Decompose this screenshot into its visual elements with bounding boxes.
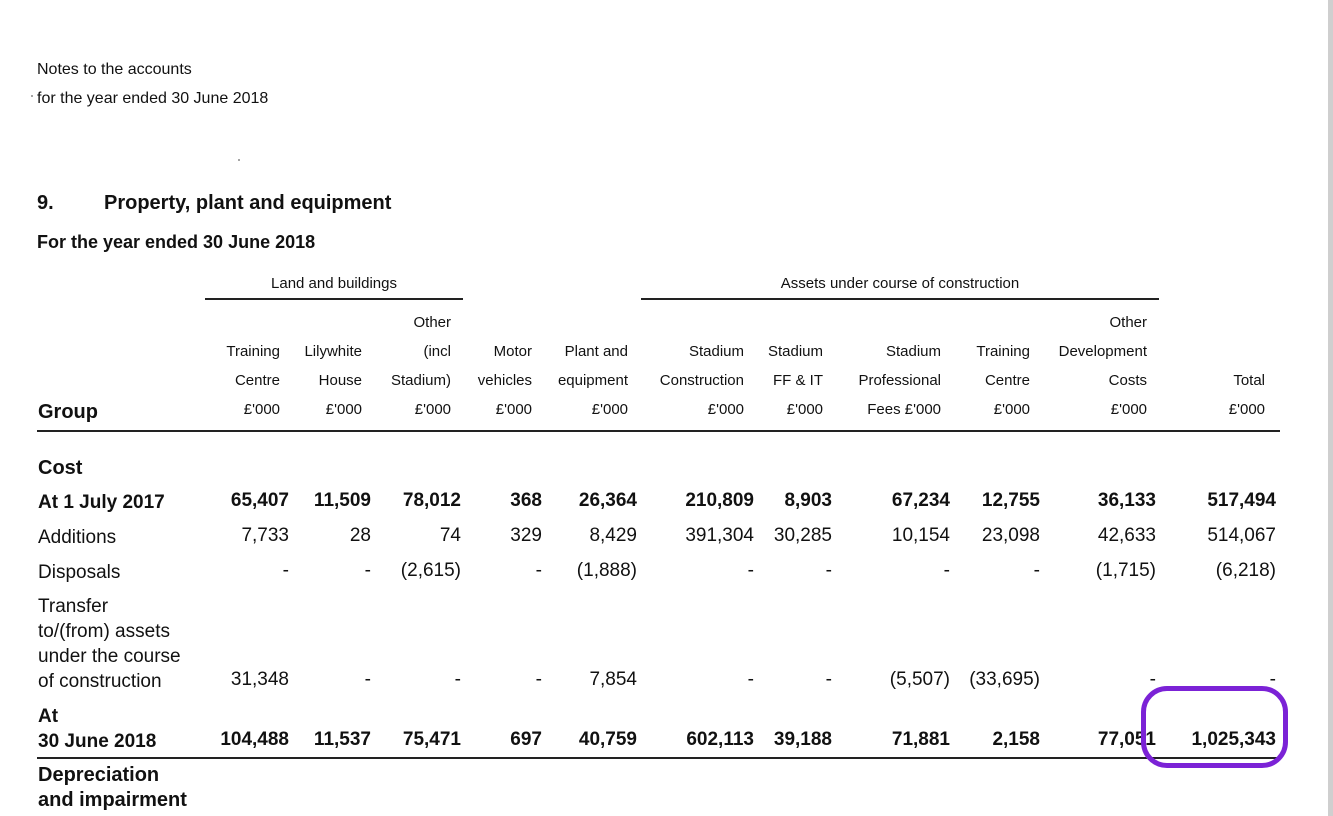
row-label-line: Additions [38, 527, 117, 548]
column-header-line: Stadium [885, 343, 941, 360]
table-cell: 104,488 [220, 729, 289, 750]
table-cell: 39,188 [773, 729, 832, 750]
table-cell: - [535, 669, 542, 690]
notes-header-line1: Notes to the accounts [37, 61, 192, 78]
cost-heading: Cost [38, 457, 83, 479]
table-cell: 78,012 [402, 490, 461, 511]
column-header-line: £'000 [993, 401, 1030, 418]
column-header-line: FF & IT [773, 372, 823, 389]
depreciation-heading-line2: and impairment [38, 789, 187, 811]
table-cell: (33,695) [969, 669, 1040, 690]
table-cell: 517,494 [1207, 490, 1276, 511]
column-header-line: £'000 [414, 401, 451, 418]
table-cell: 7,854 [589, 669, 637, 690]
row-label [38, 704, 156, 754]
column-header-line: £'000 [1110, 401, 1147, 418]
table-cell: 36,133 [1097, 490, 1156, 511]
column-header-line: Other [1109, 314, 1147, 331]
table-cell: 31,348 [230, 669, 289, 690]
section-number: 9. [37, 192, 54, 214]
table-cell: 75,471 [402, 729, 461, 750]
table-cell: - [825, 669, 832, 690]
table-cell: - [1269, 669, 1276, 690]
table-cell: 210,809 [685, 490, 754, 511]
row-label-line: Disposals [38, 562, 121, 583]
depreciation-heading [38, 763, 187, 813]
total-highlight-annotation [1141, 686, 1288, 768]
table-cell: 40,759 [578, 729, 637, 750]
column-header-line: £'000 [495, 401, 532, 418]
column-header-line: Construction [659, 372, 744, 389]
table-cell: 30,285 [773, 525, 832, 546]
column-header-line: £'000 [1228, 401, 1265, 418]
column-header-line: Stadium [767, 343, 823, 360]
column-header [1125, 366, 1265, 424]
table-cell: - [364, 669, 371, 690]
column-header-line: Centre [984, 372, 1030, 389]
table-cell: 8,429 [589, 525, 637, 546]
row-label-line: to/(from) assets [38, 621, 170, 642]
column-header-line: Fees £'000 [867, 401, 941, 418]
row-label-line: under the course [38, 646, 181, 667]
table-cell: 10,154 [891, 525, 950, 546]
row-label-line: Transfer [38, 596, 109, 617]
section-title: Property, plant and equipment [104, 192, 392, 214]
column-header-line: (incl [423, 343, 451, 360]
notes-header [37, 55, 268, 113]
table-cell: - [1149, 669, 1156, 690]
table-cell: (1,888) [576, 560, 637, 581]
column-header-line: Stadium [688, 343, 744, 360]
column-header-line: equipment [557, 372, 628, 389]
table-cell: - [364, 560, 371, 581]
table-cell: 2,158 [992, 729, 1040, 750]
group-rule-land-buildings [205, 298, 463, 300]
table-cell: (1,715) [1095, 560, 1156, 581]
row-label-line: 30 June 2018 [38, 731, 157, 752]
column-header-line: £'000 [325, 401, 362, 418]
table-cell: 71,881 [891, 729, 950, 750]
table-cell: 697 [510, 729, 542, 750]
table-cell: - [747, 560, 754, 581]
column-header-line: Professional [858, 372, 941, 389]
table-cell: 602,113 [686, 729, 754, 750]
table-cell: 74 [439, 525, 461, 546]
column-header-line: Development [1058, 343, 1147, 360]
table-cell: 65,407 [230, 490, 289, 511]
table-cell: 7,733 [241, 525, 289, 546]
scan-speck [31, 95, 33, 97]
column-header-line: Centre [234, 372, 280, 389]
table-cell: - [535, 560, 542, 581]
notes-header-line2: for the year ended 30 June 2018 [37, 90, 269, 107]
table-cell: 67,234 [891, 490, 950, 511]
column-header-line: Costs [1108, 372, 1147, 389]
column-header-line: Training [976, 343, 1030, 360]
row-label-line: At [38, 706, 59, 727]
table-cell: 11,537 [313, 729, 371, 750]
table-cell: 23,098 [981, 525, 1040, 546]
section-subtitle: For the year ended 30 June 2018 [37, 232, 316, 252]
table-cell: 28 [349, 525, 371, 546]
table-cell: 514,067 [1207, 525, 1276, 546]
column-header-line: £'000 [786, 401, 823, 418]
column-header-line: Total [1233, 372, 1265, 389]
column-header-line: Motor [493, 343, 532, 360]
group-heading-land-buildings: Land and buildings [271, 275, 397, 292]
table-cell: 11,509 [313, 490, 371, 511]
depreciation-heading-line1: Depreciation [38, 764, 160, 786]
column-header-line: Plant and [564, 343, 628, 360]
row-label-line: of construction [38, 671, 162, 692]
row-label [38, 560, 120, 585]
group-rule-construction [641, 298, 1159, 300]
column-header-line: vehicles [477, 372, 532, 389]
table-cell: 329 [510, 525, 542, 546]
column-header-line: £'000 [243, 401, 280, 418]
scan-speck [238, 159, 240, 161]
table-cell: 8,903 [784, 490, 832, 511]
column-header-line: Other [413, 314, 451, 331]
row-label [38, 490, 165, 515]
group-heading-construction: Assets under course of construction [780, 275, 1020, 292]
table-cell: (5,507) [889, 669, 950, 690]
table-cell: - [454, 669, 461, 690]
column-header-line: Training [226, 343, 280, 360]
table-cell: 77,051 [1097, 729, 1156, 750]
header-rule [37, 430, 1280, 432]
column-header-line: Stadium) [390, 372, 451, 389]
total-rule [37, 757, 1280, 759]
table-cell: (6,218) [1215, 560, 1276, 581]
table-cell: - [825, 560, 832, 581]
table-cell: 26,364 [578, 490, 637, 511]
group-label: Group [38, 401, 98, 423]
column-header-line: Lilywhite [304, 343, 362, 360]
column-header-line: House [318, 372, 362, 389]
table-cell: 368 [510, 490, 542, 511]
row-label-line: At 1 July 2017 [38, 492, 165, 513]
table-cell: - [282, 560, 289, 581]
row-label [38, 525, 116, 550]
table-cell: - [747, 669, 754, 690]
table-cell: - [1033, 560, 1040, 581]
table-cell: 391,304 [685, 525, 754, 546]
table-cell: 42,633 [1097, 525, 1156, 546]
page-edge [1328, 0, 1333, 816]
table-cell: 12,755 [981, 490, 1040, 511]
table-cell: - [943, 560, 950, 581]
table-cell: 1,025,343 [1191, 729, 1276, 750]
column-header-line: £'000 [707, 401, 744, 418]
table-cell: (2,615) [400, 560, 461, 581]
column-header-line: £'000 [591, 401, 628, 418]
